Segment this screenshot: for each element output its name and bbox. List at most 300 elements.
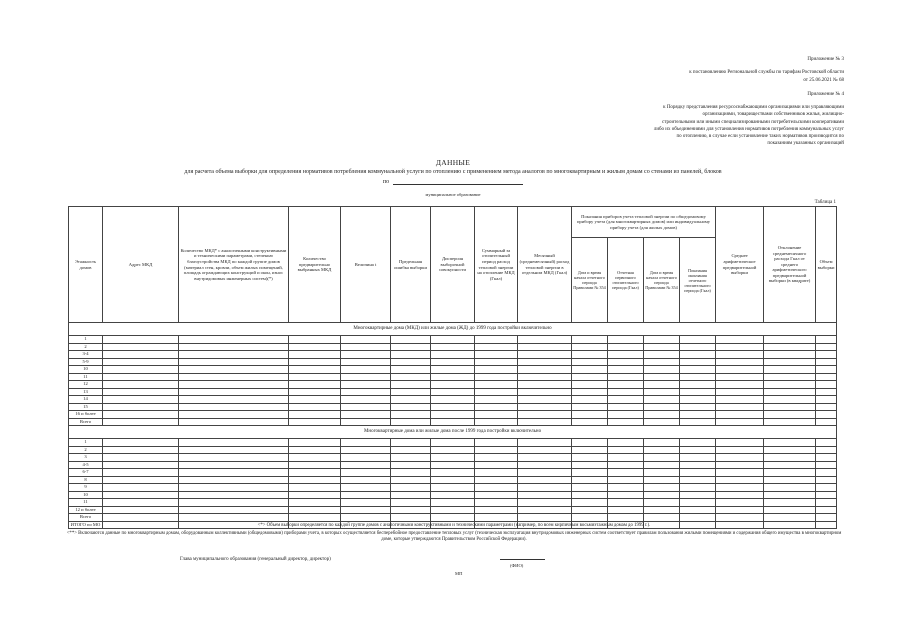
table-cell[interactable] [103,476,179,484]
table-cell[interactable] [572,343,608,351]
table-cell[interactable] [518,336,572,344]
table-cell[interactable] [431,499,475,507]
table-cell[interactable] [644,396,680,404]
table-cell[interactable] [391,506,431,514]
table-cell[interactable] [644,366,680,374]
table-cell[interactable] [475,411,518,419]
table-cell[interactable] [816,373,837,381]
table-cell[interactable] [644,381,680,389]
table-cell[interactable] [644,469,680,477]
table-cell[interactable] [680,484,716,492]
table-cell[interactable] [341,469,391,477]
table-cell[interactable] [764,343,816,351]
table-cell[interactable] [816,418,837,426]
table-cell[interactable] [518,439,572,447]
table-cell[interactable] [716,396,764,404]
table-cell[interactable] [716,506,764,514]
table-cell[interactable] [608,499,644,507]
table-cell[interactable] [816,403,837,411]
table-cell[interactable] [289,491,341,499]
table-cell[interactable] [518,373,572,381]
table-cell[interactable] [179,461,289,469]
table-cell[interactable] [391,343,431,351]
table-cell[interactable] [572,506,608,514]
table-cell[interactable] [816,439,837,447]
table-cell[interactable] [341,343,391,351]
table-cell[interactable] [179,396,289,404]
table-cell[interactable] [816,396,837,404]
table-cell[interactable] [475,469,518,477]
table-cell[interactable] [391,461,431,469]
table-cell[interactable] [608,506,644,514]
table-cell[interactable] [716,373,764,381]
table-cell[interactable] [644,418,680,426]
table-cell[interactable] [816,411,837,419]
table-cell[interactable] [644,388,680,396]
table-cell[interactable] [391,381,431,389]
table-cell[interactable] [103,388,179,396]
table-cell[interactable] [518,484,572,492]
table-cell[interactable] [431,336,475,344]
table-cell[interactable] [518,418,572,426]
table-cell[interactable] [816,366,837,374]
table-cell[interactable] [103,469,179,477]
table-cell[interactable] [816,491,837,499]
table-cell[interactable] [179,351,289,359]
table-cell[interactable] [716,514,764,522]
table-cell[interactable] [289,396,341,404]
table-cell[interactable] [716,454,764,462]
table-cell[interactable] [431,343,475,351]
table-cell[interactable] [431,439,475,447]
table-cell[interactable] [341,506,391,514]
table-cell[interactable] [518,381,572,389]
table-cell[interactable] [716,358,764,366]
table-cell[interactable] [518,388,572,396]
table-cell[interactable] [764,366,816,374]
table-cell[interactable] [816,454,837,462]
table-cell[interactable] [289,388,341,396]
table-cell[interactable] [716,388,764,396]
table-cell[interactable] [475,366,518,374]
table-cell[interactable] [680,343,716,351]
table-cell[interactable] [179,499,289,507]
table-cell[interactable] [103,366,179,374]
table-cell[interactable] [680,366,716,374]
table-cell[interactable] [475,351,518,359]
table-cell[interactable] [341,491,391,499]
table-cell[interactable] [680,418,716,426]
table-cell[interactable] [391,358,431,366]
table-cell[interactable] [716,499,764,507]
table-cell[interactable] [341,366,391,374]
table-cell[interactable] [644,403,680,411]
table-cell[interactable] [179,336,289,344]
table-cell[interactable] [608,439,644,447]
table-cell[interactable] [431,461,475,469]
table-cell[interactable] [816,388,837,396]
table-cell[interactable] [816,484,837,492]
table-cell[interactable] [475,358,518,366]
table-cell[interactable] [179,476,289,484]
table-cell[interactable] [289,403,341,411]
table-cell[interactable] [518,411,572,419]
table-cell[interactable] [391,484,431,492]
table-cell[interactable] [518,461,572,469]
table-cell[interactable] [764,499,816,507]
table-cell[interactable] [341,439,391,447]
table-cell[interactable] [431,446,475,454]
table-cell[interactable] [391,514,431,522]
table-cell[interactable] [608,351,644,359]
table-cell[interactable] [391,476,431,484]
table-cell[interactable] [341,358,391,366]
municipality-input-line[interactable] [393,178,523,185]
table-cell[interactable] [644,343,680,351]
table-cell[interactable] [644,358,680,366]
table-cell[interactable] [716,461,764,469]
table-cell[interactable] [680,499,716,507]
table-cell[interactable] [289,411,341,419]
table-cell[interactable] [764,403,816,411]
table-cell[interactable] [431,396,475,404]
table-cell[interactable] [680,411,716,419]
table-cell[interactable] [608,418,644,426]
table-cell[interactable] [764,396,816,404]
table-cell[interactable] [431,506,475,514]
table-cell[interactable] [103,499,179,507]
table-cell[interactable] [289,476,341,484]
table-cell[interactable] [644,411,680,419]
table-cell[interactable] [816,461,837,469]
table-cell[interactable] [572,366,608,374]
table-cell[interactable] [103,343,179,351]
table-cell[interactable] [518,358,572,366]
table-cell[interactable] [103,411,179,419]
table-cell[interactable] [475,343,518,351]
table-cell[interactable] [289,499,341,507]
table-cell[interactable] [179,446,289,454]
table-cell[interactable] [103,446,179,454]
table-cell[interactable] [716,403,764,411]
table-cell[interactable] [608,491,644,499]
table-cell[interactable] [179,484,289,492]
table-cell[interactable] [518,351,572,359]
table-cell[interactable] [518,446,572,454]
table-cell[interactable] [716,484,764,492]
table-cell[interactable] [572,351,608,359]
table-cell[interactable] [680,439,716,447]
table-cell[interactable] [764,484,816,492]
table-cell[interactable] [341,476,391,484]
table-cell[interactable] [680,351,716,359]
table-cell[interactable] [518,366,572,374]
table-cell[interactable] [608,454,644,462]
table-cell[interactable] [716,411,764,419]
table-cell[interactable] [431,381,475,389]
table-cell[interactable] [431,351,475,359]
table-cell[interactable] [518,514,572,522]
table-cell[interactable] [608,403,644,411]
table-cell[interactable] [475,396,518,404]
table-cell[interactable] [680,396,716,404]
table-cell[interactable] [764,506,816,514]
table-cell[interactable] [341,388,391,396]
table-cell[interactable] [680,491,716,499]
table-cell[interactable] [764,381,816,389]
table-cell[interactable] [475,373,518,381]
table-cell[interactable] [680,469,716,477]
table-cell[interactable] [341,454,391,462]
table-cell[interactable] [103,336,179,344]
table-cell[interactable] [608,461,644,469]
table-cell[interactable] [179,514,289,522]
table-cell[interactable] [644,336,680,344]
table-cell[interactable] [341,396,391,404]
table-cell[interactable] [103,506,179,514]
table-cell[interactable] [572,469,608,477]
table-cell[interactable] [608,446,644,454]
table-cell[interactable] [391,351,431,359]
table-cell[interactable] [179,439,289,447]
table-cell[interactable] [608,514,644,522]
table-cell[interactable] [518,476,572,484]
table-cell[interactable] [680,403,716,411]
table-cell[interactable] [431,418,475,426]
table-cell[interactable] [608,343,644,351]
table-cell[interactable] [608,388,644,396]
table-cell[interactable] [680,388,716,396]
table-cell[interactable] [475,506,518,514]
table-cell[interactable] [572,499,608,507]
table-cell[interactable] [475,388,518,396]
table-cell[interactable] [764,411,816,419]
table-cell[interactable] [572,461,608,469]
table-cell[interactable] [179,381,289,389]
table-cell[interactable] [391,366,431,374]
table-cell[interactable] [391,446,431,454]
table-cell[interactable] [572,381,608,389]
table-cell[interactable] [608,381,644,389]
table-cell[interactable] [341,446,391,454]
table-cell[interactable] [391,439,431,447]
table-cell[interactable] [816,351,837,359]
table-cell[interactable] [816,358,837,366]
table-cell[interactable] [680,506,716,514]
table-cell[interactable] [289,439,341,447]
table-cell[interactable] [475,484,518,492]
table-cell[interactable] [179,373,289,381]
table-cell[interactable] [179,506,289,514]
table-cell[interactable] [644,373,680,381]
table-cell[interactable] [475,336,518,344]
table-cell[interactable] [680,373,716,381]
table-cell[interactable] [289,381,341,389]
table-cell[interactable] [680,476,716,484]
table-cell[interactable] [716,418,764,426]
table-cell[interactable] [716,343,764,351]
table-cell[interactable] [518,454,572,462]
table-cell[interactable] [716,491,764,499]
table-cell[interactable] [475,418,518,426]
table-cell[interactable] [431,366,475,374]
table-cell[interactable] [572,491,608,499]
table-cell[interactable] [572,358,608,366]
table-cell[interactable] [103,454,179,462]
table-cell[interactable] [179,418,289,426]
table-cell[interactable] [179,388,289,396]
table-cell[interactable] [644,461,680,469]
table-cell[interactable] [764,491,816,499]
table-cell[interactable] [391,396,431,404]
table-cell[interactable] [608,411,644,419]
table-cell[interactable] [816,469,837,477]
table-cell[interactable] [341,499,391,507]
table-cell[interactable] [816,514,837,522]
table-cell[interactable] [816,499,837,507]
table-cell[interactable] [431,484,475,492]
table-cell[interactable] [816,381,837,389]
table-cell[interactable] [289,454,341,462]
table-cell[interactable] [103,396,179,404]
table-cell[interactable] [391,499,431,507]
table-cell[interactable] [764,514,816,522]
table-cell[interactable] [764,418,816,426]
table-cell[interactable] [289,343,341,351]
table-cell[interactable] [764,454,816,462]
table-cell[interactable] [179,366,289,374]
table-cell[interactable] [816,506,837,514]
table-cell[interactable] [103,514,179,522]
table-cell[interactable] [644,484,680,492]
table-cell[interactable] [680,446,716,454]
table-cell[interactable] [475,514,518,522]
table-cell[interactable] [475,403,518,411]
table-cell[interactable] [179,343,289,351]
table-cell[interactable] [289,358,341,366]
table-cell[interactable] [608,469,644,477]
table-cell[interactable] [608,336,644,344]
table-cell[interactable] [644,499,680,507]
table-cell[interactable] [289,351,341,359]
table-cell[interactable] [764,351,816,359]
table-cell[interactable] [179,358,289,366]
table-cell[interactable] [103,358,179,366]
table-cell[interactable] [518,403,572,411]
table-cell[interactable] [475,454,518,462]
table-cell[interactable] [341,514,391,522]
table-cell[interactable] [764,461,816,469]
table-cell[interactable] [680,381,716,389]
table-cell[interactable] [289,461,341,469]
table-cell[interactable] [289,336,341,344]
table-cell[interactable] [644,476,680,484]
table-cell[interactable] [289,514,341,522]
table-cell[interactable] [644,506,680,514]
table-cell[interactable] [391,454,431,462]
table-cell[interactable] [391,469,431,477]
table-cell[interactable] [431,454,475,462]
table-cell[interactable] [764,439,816,447]
table-cell[interactable] [572,418,608,426]
table-cell[interactable] [289,446,341,454]
table-cell[interactable] [391,403,431,411]
table-cell[interactable] [103,351,179,359]
table-cell[interactable] [179,469,289,477]
table-cell[interactable] [644,514,680,522]
table-cell[interactable] [716,381,764,389]
signature-line[interactable] [500,559,545,560]
table-cell[interactable] [431,476,475,484]
table-cell[interactable] [518,506,572,514]
table-cell[interactable] [572,373,608,381]
table-cell[interactable] [341,403,391,411]
table-cell[interactable] [341,351,391,359]
table-cell[interactable] [431,491,475,499]
table-cell[interactable] [680,461,716,469]
table-cell[interactable] [716,336,764,344]
table-cell[interactable] [518,491,572,499]
table-cell[interactable] [475,499,518,507]
table-cell[interactable] [475,439,518,447]
table-cell[interactable] [431,358,475,366]
table-cell[interactable] [572,336,608,344]
table-cell[interactable] [103,461,179,469]
table-cell[interactable] [289,469,341,477]
table-cell[interactable] [431,411,475,419]
table-cell[interactable] [608,366,644,374]
table-cell[interactable] [608,476,644,484]
table-cell[interactable] [608,373,644,381]
table-cell[interactable] [103,403,179,411]
table-cell[interactable] [608,358,644,366]
table-cell[interactable] [716,446,764,454]
table-cell[interactable] [764,373,816,381]
table-cell[interactable] [518,469,572,477]
table-cell[interactable] [572,454,608,462]
table-cell[interactable] [341,484,391,492]
table-cell[interactable] [518,499,572,507]
table-cell[interactable] [644,439,680,447]
table-cell[interactable] [680,454,716,462]
table-cell[interactable] [764,388,816,396]
table-cell[interactable] [572,514,608,522]
table-cell[interactable] [475,381,518,389]
table-cell[interactable] [391,388,431,396]
table-cell[interactable] [518,396,572,404]
table-cell[interactable] [644,446,680,454]
table-cell[interactable] [716,469,764,477]
table-cell[interactable] [391,418,431,426]
table-cell[interactable] [341,373,391,381]
table-cell[interactable] [716,351,764,359]
table-cell[interactable] [431,373,475,381]
table-cell[interactable] [341,411,391,419]
table-cell[interactable] [816,476,837,484]
table-cell[interactable] [179,454,289,462]
table-cell[interactable] [475,491,518,499]
table-cell[interactable] [816,343,837,351]
table-cell[interactable] [341,381,391,389]
table-cell[interactable] [475,446,518,454]
table-cell[interactable] [608,396,644,404]
table-cell[interactable] [103,373,179,381]
table-cell[interactable] [391,491,431,499]
table-cell[interactable] [179,403,289,411]
table-cell[interactable] [764,446,816,454]
table-cell[interactable] [179,411,289,419]
table-cell[interactable] [289,373,341,381]
